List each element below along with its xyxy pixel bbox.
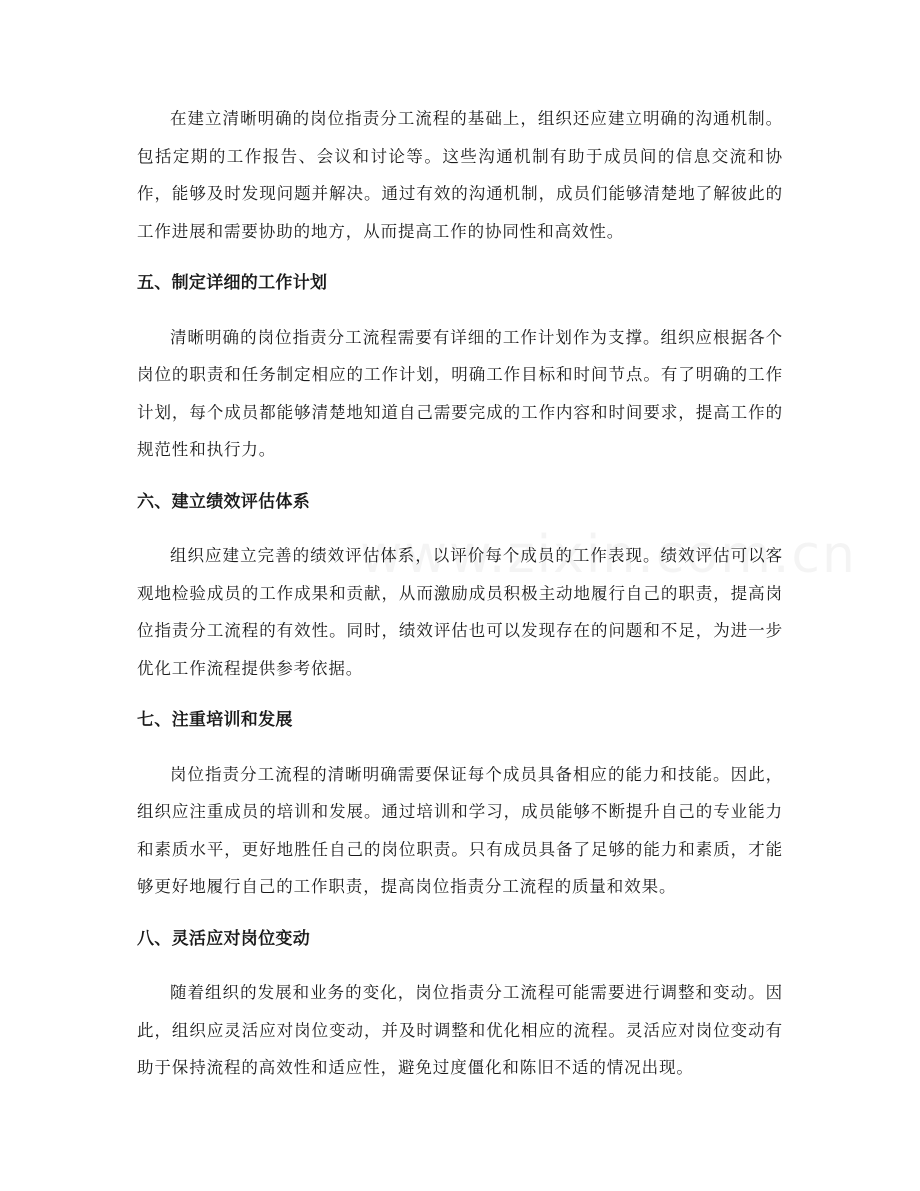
section-heading-7: 七、注重培训和发展 — [137, 710, 293, 730]
intro-paragraph: 在建立清晰明确的岗位指责分工流程的基础上，组织还应建立明确的沟通机制。包括定期的工作报告、会议和讨论等。这些沟通机制有助于成员间的信息交流和协作，能够及时发现问题并解决。通过有效的沟通机制，成员们能够清楚地了解彼此的工作进展和需要协助的地方，从而提高工作的协同性和高效性。 — [137, 109, 783, 241]
section-heading-6: 六、建立绩效评估体系 — [137, 491, 310, 512]
section-body-8: 随着组织的发展和业务的变化，岗位指责分工流程可能需要进行调整和变动。因此，组织应灵活应对岗位变动，并及时调整和优化相应的流程。灵活应对岗位变动有助于保持流程的高效性和适应性，避免过度僵化和陈旧不适的情况出现。 — [137, 983, 783, 1077]
section-body-7: 岗位指责分工流程的清晰明确需要保证每个成员具备相应的能力和技能。因此，组织应注重成员的培训和发展。通过培训和学习，成员能够不断提升自己的专业能力和素质水平，更好地胜任自己的岗位职责。只有成员具备了足够的能力和素质，才能够更好地履行自己的工作职责，提高岗位指责分工流程的质量和效果。 — [137, 764, 783, 896]
section-body-6: 组织应建立完善的绩效评估体系，以评价每个成员的工作表现。绩效评估可以客观地检验成员的工作成果和贡献，从而激励成员积极主动地履行自己的职责，提高岗位指责分工流程的有效性。同时，绩效评估也可以发现存在的问题和不足，为进一步优化工作流程提供参考依据。 — [137, 546, 783, 678]
section-heading-8: 八、灵活应对岗位变动 — [137, 928, 310, 949]
document-page — [137, 100, 783, 1087]
section-heading-5: 五、制定详细的工作计划 — [137, 273, 328, 293]
section-body-5: 清晰明确的岗位指责分工流程需要有详细的工作计划作为支撑。组织应根据各个岗位的职责和任务制定相应的工作计划，明确工作目标和时间节点。有了明确的工作计划，每个成员都能够清楚地知道自己需要完成的工作内容和时间要求，提高工作的规范性和执行力。 — [137, 327, 783, 459]
